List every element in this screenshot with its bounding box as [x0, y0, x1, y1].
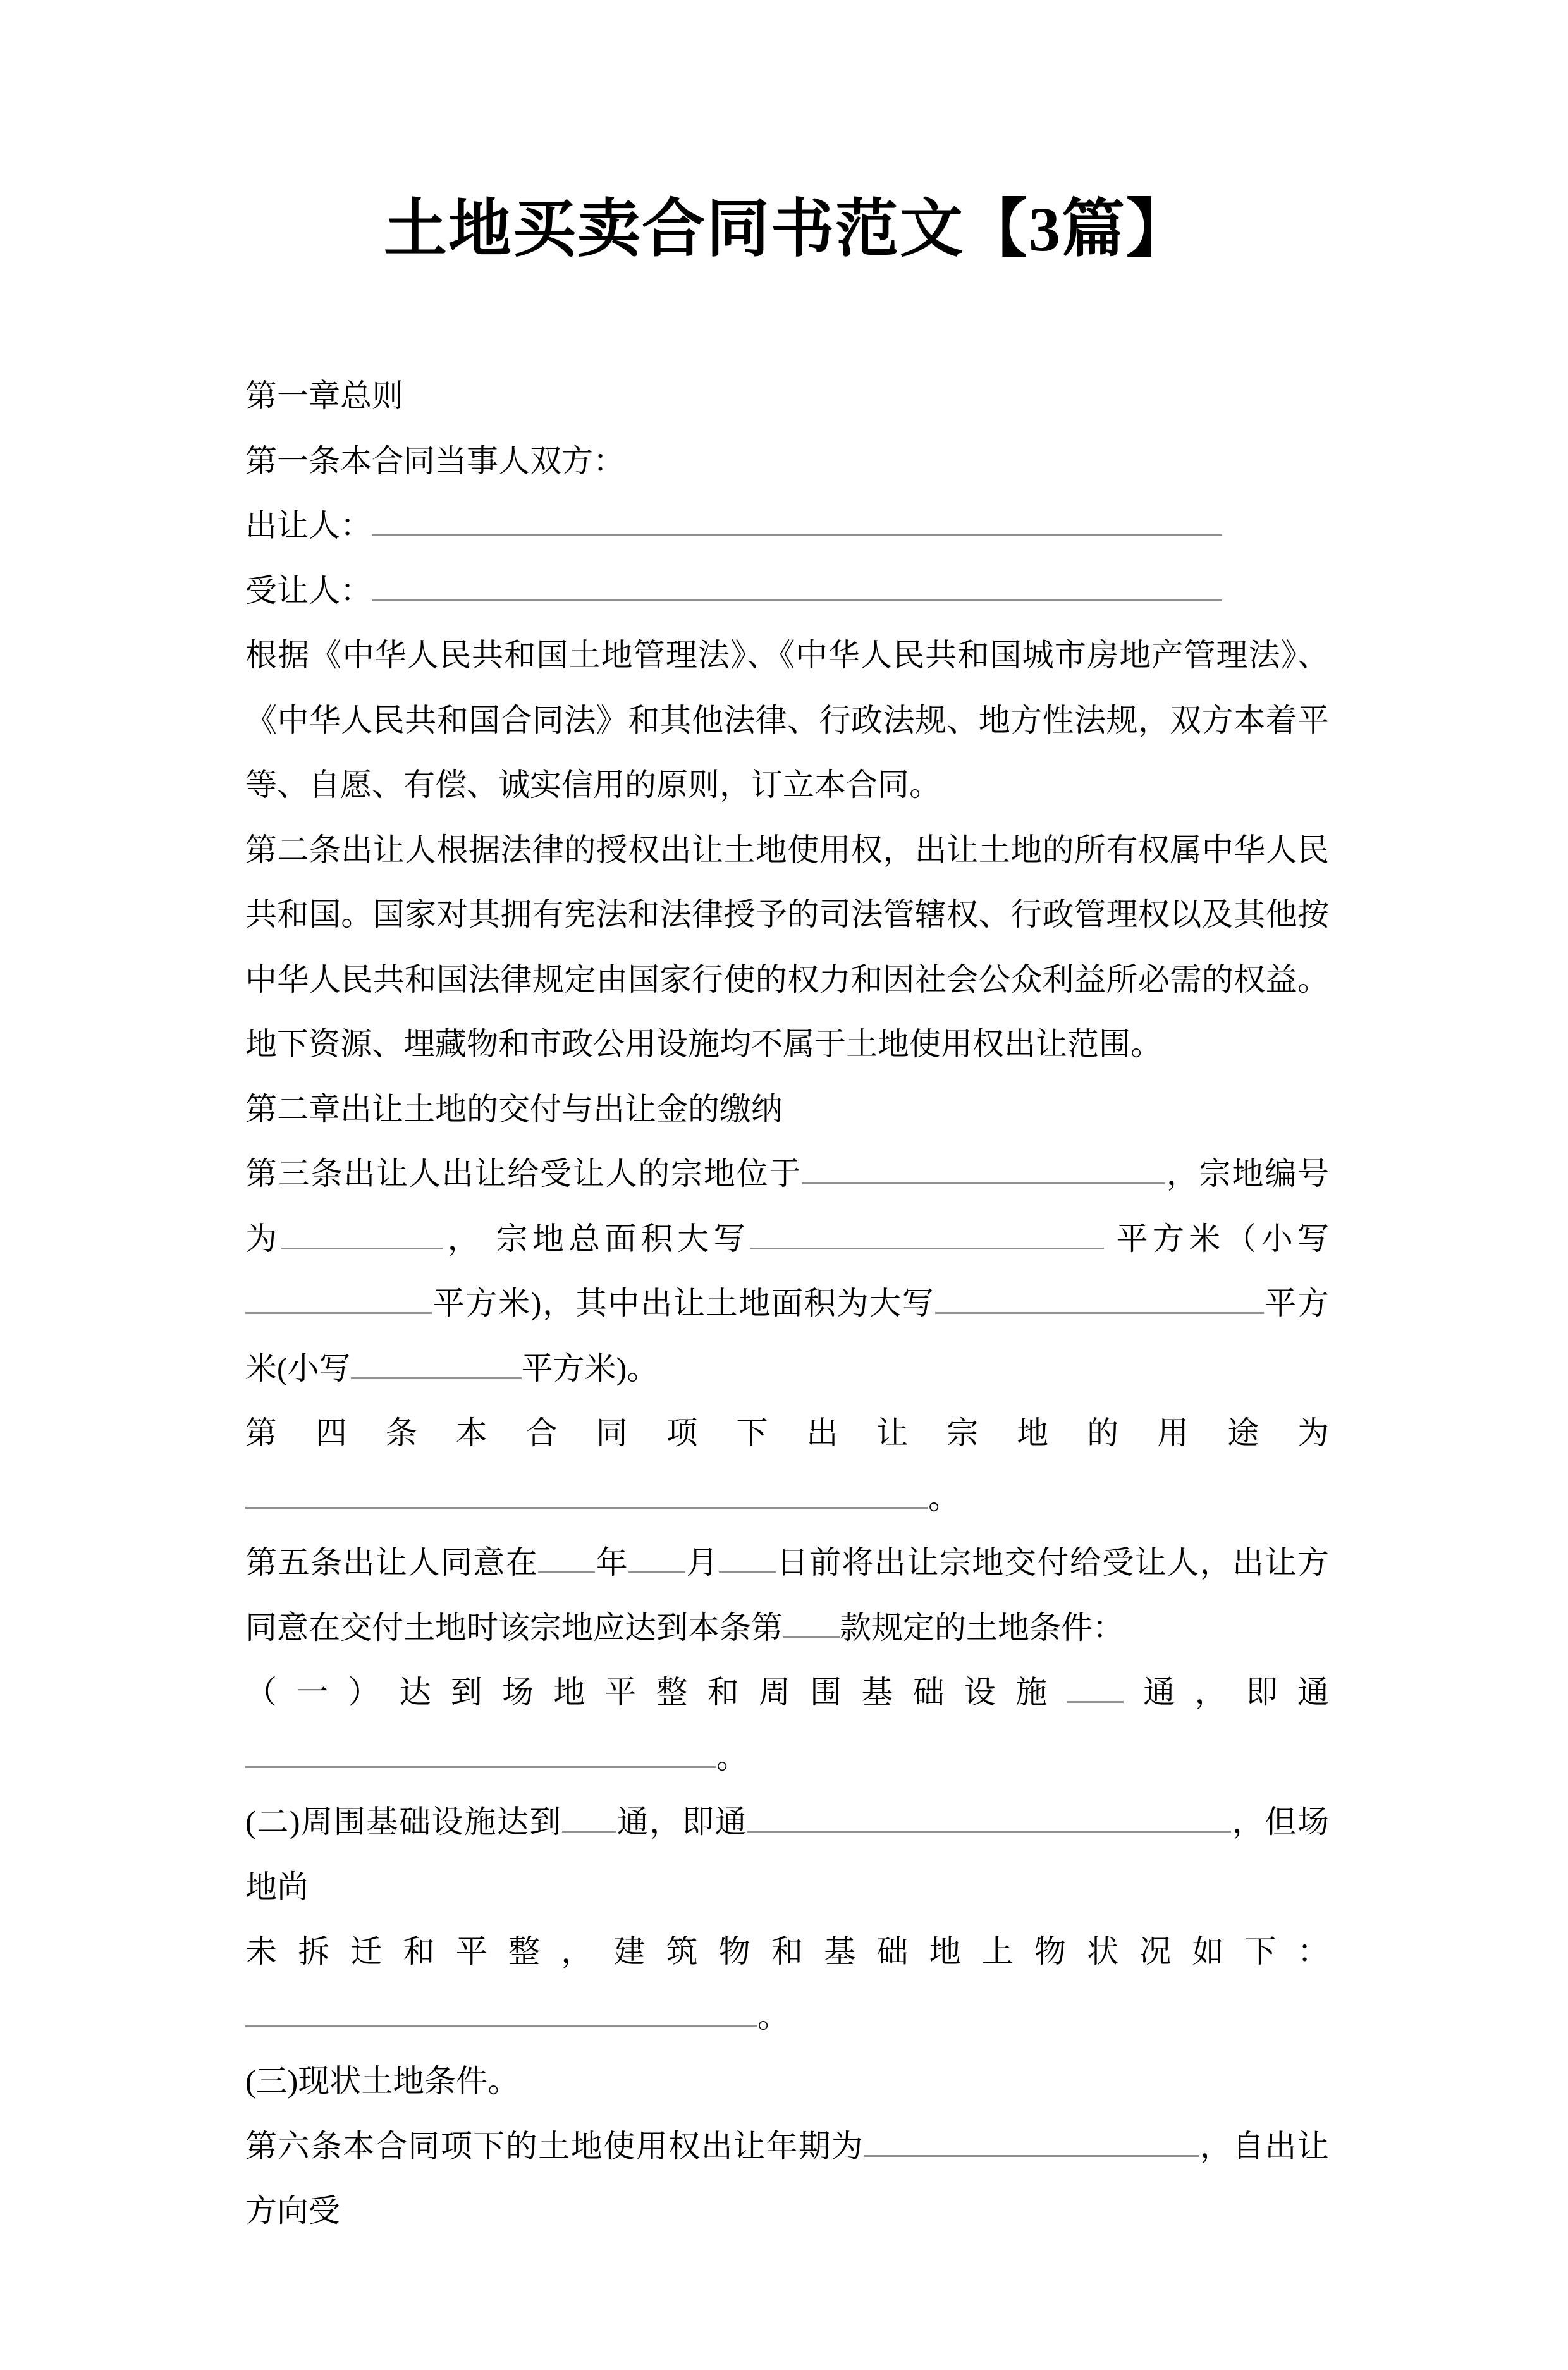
text-segment: 平方米)。	[521, 1350, 659, 1386]
text-segment: 月	[685, 1545, 720, 1580]
text-segment: 出让人：	[245, 508, 372, 543]
blank-underline	[245, 1998, 757, 2027]
text-segment: 平方米(小写	[245, 1286, 1329, 1386]
paragraph	[245, 1141, 1329, 1401]
text-segment: 通，即通	[616, 1804, 748, 1839]
text-segment: ， 宗地总面积大写	[443, 1220, 750, 1256]
document-title: 土地买卖合同书范文【3篇】	[384, 194, 1191, 264]
paragraph	[245, 1466, 1329, 1531]
paragraph	[245, 1725, 1329, 1790]
text-segment: (三)现状土地条件。	[245, 2063, 520, 2099]
blank-underline	[750, 1220, 1104, 1249]
blank-underline	[245, 1739, 716, 1768]
text-segment: 第一章总则	[245, 378, 403, 414]
text-segment: 第三条出让人出让给受让人的宗地位于	[245, 1156, 802, 1191]
paragraph	[245, 2114, 1329, 2244]
blank-underline	[372, 508, 1222, 537]
blank-underline	[802, 1156, 1165, 1185]
blank-underline	[1067, 1674, 1124, 1704]
paragraph	[245, 1984, 1329, 2049]
paragraph	[245, 623, 1329, 818]
paragraph	[245, 364, 1329, 429]
text-segment: 款规定的土地条件：	[840, 1609, 1124, 1645]
paragraph	[245, 2049, 1329, 2114]
paragraph	[245, 1660, 1329, 1725]
blank-underline	[935, 1286, 1264, 1315]
text-segment: 。	[928, 1480, 960, 1516]
blank-underline	[719, 1545, 776, 1574]
text-segment: 第二条出让人根据法律的授权出让土地使用权，出让土地的所有权属中华人民共和国。国家对其拥有宪法和法律授予的司法管辖权、行政管理权以及其他按中华人民共和国法律规定由国家行使的权力和因社会公众利益所必需的权益。地下资源、埋藏物和市政公用设施均不属于土地使用权出让范围。	[245, 832, 1329, 1062]
paragraph	[245, 558, 1329, 623]
text-segment: 。	[757, 1998, 789, 2034]
text-segment: 第二章出让土地的交付与出让金的缴纳	[245, 1091, 783, 1127]
paragraph	[245, 818, 1329, 1077]
text-segment: ，但场地尚	[245, 1804, 1330, 1905]
blank-underline	[281, 1220, 443, 1249]
text-segment: 年	[595, 1545, 629, 1580]
paragraph	[245, 1790, 1329, 1919]
blank-underline	[783, 1609, 840, 1638]
blank-underline	[562, 1804, 616, 1833]
text-segment: 受让人：	[245, 572, 372, 608]
text-segment: (二)周围基础设施达到	[245, 1804, 563, 1839]
text-segment: 平方米)，其中出让土地面积为大写	[432, 1286, 935, 1321]
text-segment: ，自出让方向受	[245, 2128, 1330, 2228]
text-segment: 日前将出让宗地交付给受让人，出让方同意在交付土地时该宗地应达到本条第	[245, 1545, 1330, 1645]
text-segment: 第四条本合同项下出让宗地的用途为	[245, 1415, 1329, 1451]
text-segment: （一）达到场地平整和周围基础设施	[245, 1674, 1067, 1710]
paragraph	[245, 1530, 1329, 1660]
document-body	[245, 364, 1329, 2244]
text-segment: 未拆迁和平整，建筑物和基础地上物状况如下：	[245, 1934, 1329, 1969]
blank-underline	[747, 1804, 1231, 1833]
text-segment: 。	[716, 1739, 748, 1775]
paragraph	[245, 429, 1329, 494]
paragraph	[245, 493, 1329, 558]
text-segment: ，宗地编号为	[245, 1156, 1330, 1256]
blank-underline	[864, 2128, 1199, 2157]
paragraph	[245, 1401, 1329, 1466]
blank-underline	[245, 1286, 432, 1315]
text-segment: 第六条本合同项下的土地使用权出让年期为	[245, 2128, 864, 2164]
blank-underline	[245, 1480, 928, 1509]
paragraph	[245, 1919, 1329, 1984]
blank-underline	[628, 1545, 685, 1574]
paragraph	[245, 1077, 1329, 1142]
blank-underline	[372, 572, 1222, 601]
text-segment: 平方米（小写	[1103, 1220, 1330, 1256]
text-segment: 第一条本合同当事人双方：	[245, 443, 625, 479]
text-segment: 通，即通	[1124, 1674, 1330, 1710]
blank-underline	[351, 1350, 522, 1379]
blank-underline	[538, 1545, 595, 1574]
text-segment: 根据《中华人民共和国土地管理法》、《中华人民共和国城市房地产管理法》、《中华人民共和国合同法》和其他法律、行政法规、地方性法规，双方本着平等、自愿、有偿、诚实信用的原则，订立本合同。	[245, 637, 1329, 802]
text-segment: 第五条出让人同意在	[245, 1545, 539, 1580]
